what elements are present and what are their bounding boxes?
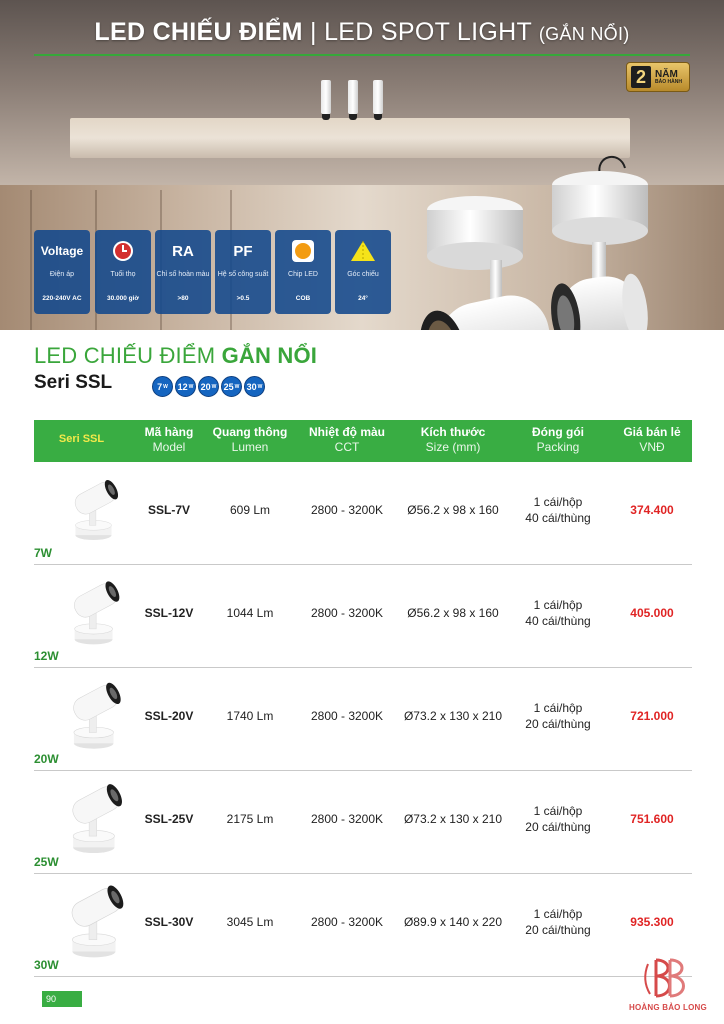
packing-cell <box>512 803 604 835</box>
spec-value: 24° <box>358 295 368 302</box>
size-cell: Ø73.2 x 130 x 210 <box>403 812 503 826</box>
ceiling-spotlight <box>348 80 358 114</box>
cct-cell: 2800 - 3200K <box>310 709 384 723</box>
warranty-label: NĂM <box>655 68 678 80</box>
price-cell: 751.600 <box>630 812 674 826</box>
size-cell: Ø89.9 x 140 x 220 <box>403 915 503 929</box>
header-series: Seri SSL <box>58 433 105 445</box>
ceiling-spotlight <box>373 80 383 114</box>
clock-icon <box>95 236 151 266</box>
spec-label: Tuổi thọ <box>110 271 136 278</box>
brand-monogram-icon <box>628 954 708 1002</box>
header-cct: Nhiệt độ màu CCT <box>308 425 385 454</box>
packing-cell <box>512 597 604 629</box>
lumen-cell: 1044 Lm <box>226 606 274 620</box>
spec-label: Chip LED <box>288 271 318 278</box>
beam-angle-icon <box>335 236 391 266</box>
page-number: 90 <box>42 991 82 1007</box>
packing-carton: 20 cái/thùng <box>525 820 591 834</box>
spec-lifetime <box>95 230 151 314</box>
header-model: Mã hàng Model <box>144 425 194 454</box>
table-row <box>34 668 692 771</box>
price-cell: 721.000 <box>630 709 674 723</box>
lumen-cell: 2175 Lm <box>226 812 274 826</box>
packing-box: 1 cái/hộp <box>533 701 583 715</box>
title-separator: | <box>302 18 325 46</box>
size-cell: Ø56.2 x 98 x 160 <box>407 606 499 620</box>
lumen-cell: 609 Lm <box>229 503 271 517</box>
warranty-number: 2 <box>631 66 651 88</box>
wattage-label: 30W <box>34 958 59 972</box>
page-title <box>0 18 724 47</box>
brand-name: HOÀNG BẢO LONG <box>629 1003 707 1012</box>
lumen-cell: 3045 Lm <box>226 915 274 929</box>
packing-cell <box>512 700 604 732</box>
size-cell: Ø56.2 x 98 x 160 <box>407 503 499 517</box>
packing-box: 1 cái/hộp <box>533 598 583 612</box>
chip-led-icon <box>275 236 331 266</box>
warranty-sub: BẢO HÀNH <box>655 78 682 85</box>
product-image <box>56 884 126 966</box>
brand-logo <box>628 954 708 1016</box>
wattage-badge: 7 W <box>152 376 173 397</box>
wattage-badge: 30 W <box>244 376 265 397</box>
wattage-label: 12W <box>34 649 59 663</box>
spec-voltage <box>34 230 90 314</box>
table-row <box>34 874 692 977</box>
size-cell: Ø73.2 x 130 x 210 <box>403 709 503 723</box>
price-cell: 405.000 <box>630 606 674 620</box>
title-bold: LED CHIẾU ĐIỂM <box>94 18 303 46</box>
spec-pf <box>215 230 271 314</box>
spec-ra <box>155 230 211 314</box>
packing-carton: 20 cái/thùng <box>525 717 591 731</box>
wattage-badge: 25 W <box>221 376 242 397</box>
series-title-bold: GẮN NỔI <box>221 343 318 368</box>
model-cell: SSL-7V <box>147 503 190 517</box>
packing-carton: 40 cái/thùng <box>525 614 591 628</box>
voltage-icon: Voltage <box>40 244 84 258</box>
table-header <box>34 420 692 462</box>
model-cell: SSL-30V <box>144 915 194 929</box>
cct-cell: 2800 - 3200K <box>310 503 384 517</box>
table-row <box>34 565 692 668</box>
price-cell: 935.300 <box>630 915 674 929</box>
spec-label: Góc chiếu <box>347 271 379 278</box>
hero-lamps-image <box>420 150 720 330</box>
wattage-badge: 12 W <box>175 376 196 397</box>
model-cell: SSL-20V <box>144 709 194 723</box>
header-size: Kích thước Size (mm) <box>420 425 486 454</box>
product-image <box>56 781 126 863</box>
spec-chip <box>275 230 331 314</box>
spec-label: Hệ số công suất <box>217 271 269 278</box>
ceiling-spotlight <box>321 80 331 114</box>
product-image <box>56 678 126 760</box>
packing-box: 1 cái/hộp <box>533 804 583 818</box>
warranty-badge <box>626 62 690 92</box>
packing-cell <box>512 494 604 526</box>
row-divider <box>34 976 692 977</box>
product-image <box>56 472 126 554</box>
cct-cell: 2800 - 3200K <box>310 915 384 929</box>
packing-cell <box>512 906 604 938</box>
cct-cell: 2800 - 3200K <box>310 812 384 826</box>
wattage-label: 20W <box>34 752 59 766</box>
spec-value: >0.5 <box>236 295 250 302</box>
model-cell: SSL-25V <box>144 812 194 826</box>
title-english: LED SPOT LIGHT <box>324 18 532 46</box>
cct-cell: 2800 - 3200K <box>310 606 384 620</box>
table-row <box>34 771 692 874</box>
packing-box: 1 cái/hộp <box>533 907 583 921</box>
spec-label: Chỉ số hoàn màu <box>156 271 210 278</box>
hero-banner <box>0 0 724 330</box>
header-packing: Đóng gói Packing <box>532 425 584 454</box>
title-divider <box>34 54 690 56</box>
price-cell: 374.400 <box>630 503 674 517</box>
header-lumen: Quang thông Lumen <box>212 425 288 454</box>
wattage-badges <box>152 376 265 397</box>
title-suffix: (GẮN NỔI) <box>538 24 630 44</box>
pf-icon: PF <box>233 242 253 260</box>
series-subtitle: Seri SSL <box>34 372 113 393</box>
spec-value: 30.000 giờ <box>106 295 140 302</box>
spec-value: COB <box>295 295 311 302</box>
packing-box: 1 cái/hộp <box>533 495 583 509</box>
wattage-label: 7W <box>34 546 52 560</box>
table-row <box>34 462 692 565</box>
spec-value: 220-240V AC <box>42 295 82 302</box>
packing-carton: 40 cái/thùng <box>525 511 591 525</box>
series-title-light: LED CHIẾU ĐIỂM <box>34 343 216 368</box>
header-price: Giá bán lẻ VNĐ <box>623 425 681 454</box>
ra-icon: RA <box>172 242 194 260</box>
spec-beam-angle <box>335 230 391 314</box>
model-cell: SSL-12V <box>144 606 194 620</box>
lumen-cell: 1740 Lm <box>226 709 274 723</box>
wattage-label: 25W <box>34 855 59 869</box>
series-title <box>34 343 317 369</box>
spec-value: >80 <box>177 295 189 302</box>
wattage-badge: 20 W <box>198 376 219 397</box>
packing-carton: 20 cái/thùng <box>525 923 591 937</box>
product-image <box>56 575 126 657</box>
spec-label: Điện áp <box>49 271 75 278</box>
wall-panel-line <box>30 190 32 330</box>
